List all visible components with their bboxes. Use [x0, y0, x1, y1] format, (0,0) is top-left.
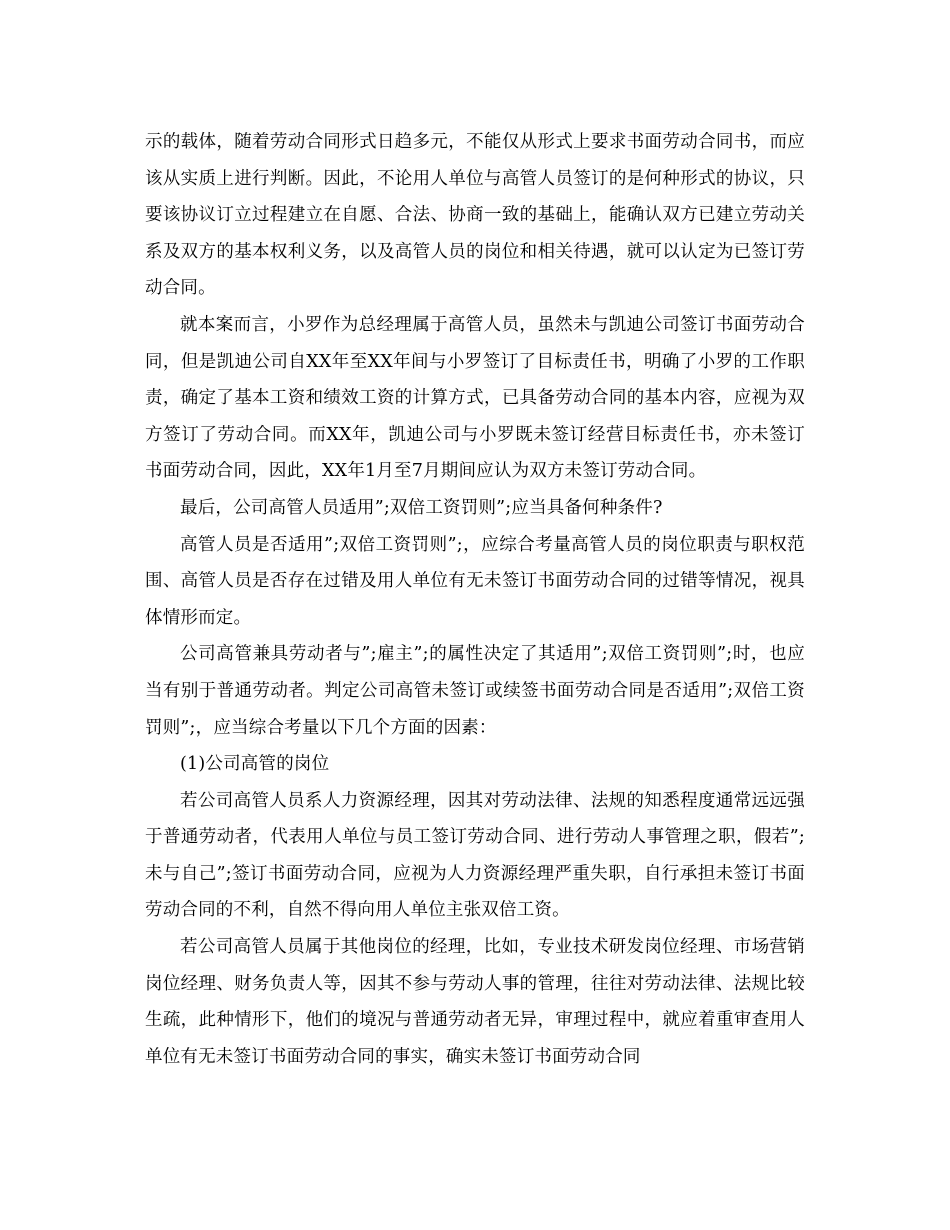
paragraph: 高管人员是否适用”;双倍工资罚则”;，应综合考量高管人员的岗位职责与职权范围、高管人员是否存在过错及用人单位有无未签订书面劳动合同的过错等情况，视具体情形而定。 [145, 534, 805, 628]
section-heading: (1)公司高管的岗位 [180, 754, 330, 775]
paragraph: 若公司高管人员属于其他岗位的经理，比如，专业技术研发岗位经理、市场营销岗位经理、财务负责人等，因其不参与劳动人事的管理，往往对劳动法律、法规比较生疏，此种情形下，他们的境况与普通劳动者无异，审理过程中，就应着重审查用人单位有无未签订书面劳动合同的事实，确实未签订书面劳动合同 [145, 937, 805, 1067]
paragraph: 公司高管兼具劳动者与”;雇主”;的属性决定了其适用”;双倍工资罚则”;时，也应当有别于普通劳动者。判定公司高管未签订或续签书面劳动合同是否适用”;双倍工资罚则”;，应当综合考量以下几个方面的因素： [145, 644, 805, 738]
paragraph: 示的载体，随着劳动合同形式日趋多元，不能仅从形式上要求书面劳动合同书，而应该从实质上进行判断。因此，不论用人单位与高管人员签订的是何种形式的协议，只要该协议订立过程建立在自愿、合法、协商一致的基础上，能确认双方已建立劳动关系及双方的基本权利义务，以及高管人员的岗位和相关待遇，就可以认定为已签订劳动合同。 [145, 132, 805, 299]
paragraph: 最后，公司高管人员适用”;双倍工资罚则”;应当具备何种条件? [180, 497, 663, 518]
paragraph: 若公司高管人员系人力资源经理，因其对劳动法律、法规的知悉程度通常远远强于普通劳动者，代表用人单位与员工签订劳动合同、进行劳动人事管理之职，假若”;未与自己”;签订书面劳动合同，应视为人力资源经理严重失职，自行承担未签订书面劳动合同的不利，自然不得向用人单位主张双倍工资。 [145, 790, 805, 921]
paragraph: 就本案而言，小罗作为总经理属于高管人员，虽然未与凯迪公司签订书面劳动合同，但是凯迪公司自XX年至XX年间与小罗签订了目标责任书，明确了小罗的工作职责，确定了基本工资和绩效工资的计算方式，已具备劳动合同的基本内容，应视为双方签订了劳动合同。而XX年，凯迪公司与小罗既未签订经营目标责任书，亦未签订书面劳动合同，因此，XX年1月至7月期间应认为双方未签订劳动合同。 [145, 314, 805, 482]
document-body [145, 124, 805, 1075]
